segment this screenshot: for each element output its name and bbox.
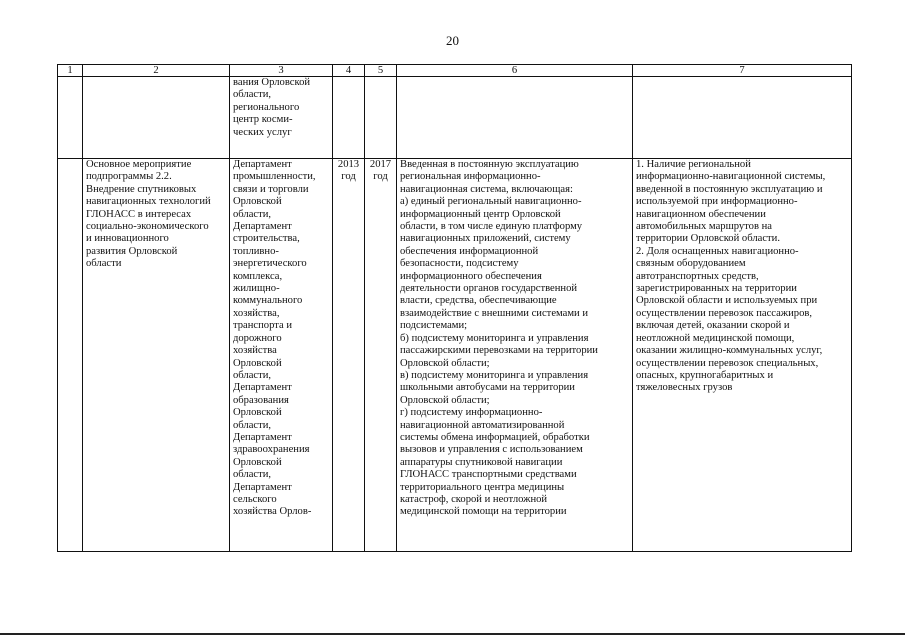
text-line: Орловской области и используемых при	[636, 295, 818, 307]
text-line: Орловской области;	[400, 394, 490, 406]
text-line: включая детей, оказании скорой и	[636, 320, 790, 332]
text-line: Основное мероприятие	[86, 159, 192, 170]
text-line: в) подсистему мониторинга и управления	[400, 369, 589, 381]
text-line: Орловской	[233, 407, 282, 419]
text-line: территориального центра медицины	[400, 481, 565, 493]
cell-activity-name	[83, 159, 230, 552]
text-line: образования	[233, 394, 289, 406]
text-line: области,	[233, 89, 272, 101]
table-row-continuation	[58, 77, 852, 159]
text-line: автотранспортных средств,	[636, 270, 759, 282]
program-table	[57, 64, 852, 552]
text-line: г) подсистему информационно-	[400, 407, 543, 419]
cell-r1-c6	[397, 77, 633, 159]
text-line: неотложной медицинской помощи,	[636, 332, 795, 344]
text-line: Внедрение спутниковых	[86, 183, 197, 195]
text-line: используемой при информационно-	[636, 196, 798, 208]
text-line: ГЛОНАСС в интересах	[86, 208, 192, 220]
text-line: деятельности органов государственной	[400, 283, 578, 295]
text-line: 2. Доля оснащенных навигационно-	[636, 245, 799, 257]
cell-r1-c4	[333, 77, 365, 159]
page-number: 20	[446, 33, 459, 48]
text-line: Орловской	[233, 357, 282, 369]
text-line: навигационных технологий	[86, 196, 211, 208]
text-line: оказании жилищно-коммунальных услуг,	[636, 345, 823, 357]
text-line: центр косми-	[233, 114, 293, 126]
text-line: опасных, крупногабаритных и	[636, 369, 774, 381]
text-line: Орловской области;	[400, 357, 490, 369]
cell-r2-c1	[58, 159, 83, 552]
table-row-main-activity	[58, 159, 852, 552]
text-line: Департамент	[233, 159, 292, 170]
text-line: области,	[233, 208, 272, 220]
text-line: Департамент	[233, 431, 292, 443]
text-line: год	[373, 171, 388, 183]
text-line: энергетического	[233, 258, 307, 270]
cell-r1-c1	[58, 77, 83, 159]
text-line: области, в том числе единую платформу	[400, 221, 583, 233]
text-line: Введенная в постоянную эксплуатацию	[400, 159, 579, 170]
cell-end-year	[365, 159, 397, 552]
text-line: пассажирскими перевозками на территории	[400, 345, 598, 357]
text-line: аппаратуры спутниковой навигации	[400, 456, 563, 468]
text-line: информационно-навигационной системы,	[636, 171, 826, 183]
text-line: б) подсистему мониторинга и управления	[400, 332, 589, 344]
text-line: территории Орловской области.	[636, 233, 780, 245]
text-line: развития Орловской	[86, 245, 178, 257]
text-line: а) единый региональный навигационно-	[400, 196, 582, 208]
text-line: транспорта и	[233, 320, 293, 332]
text-line: год	[341, 171, 356, 183]
cell-start-year	[333, 159, 365, 552]
text-line: обеспечения информационной	[400, 245, 539, 257]
text-line: связным оборудованием	[636, 258, 746, 270]
bottom-scan-edge	[0, 633, 905, 635]
text-line: и инновационного	[86, 233, 169, 245]
header-col-1: 1	[58, 65, 83, 77]
header-col-4: 4	[333, 65, 365, 77]
text-line: региональная информационно-	[400, 171, 541, 183]
text-line: 1. Наличие региональной	[636, 159, 751, 170]
text-line: системы обмена информацией, обработки	[400, 431, 590, 443]
text-line: ГЛОНАСС транспортными средствами	[400, 469, 577, 481]
text-line: области,	[233, 419, 272, 431]
text-line: вания Орловской	[233, 77, 311, 88]
text-line: хозяйства,	[233, 307, 280, 319]
text-line: Департамент	[233, 221, 292, 233]
cell-indicators	[633, 159, 852, 552]
text-line: подпрограммы 2.2.	[86, 171, 172, 183]
text-line: Департамент	[233, 481, 292, 493]
text-line: строительства,	[233, 233, 300, 245]
text-line: топливно-	[233, 245, 279, 257]
cell-r1-c5	[365, 77, 397, 159]
text-line: навигационных приложений, систему	[400, 233, 571, 245]
text-line: хозяйства Орлов-	[233, 506, 312, 518]
text-line: хозяйства	[233, 345, 277, 357]
text-line: введенной в постоянную эксплуатацию и	[636, 183, 823, 195]
text-line: школьными автобусами на территории	[400, 382, 575, 394]
cell-r1-c7	[633, 77, 852, 159]
text-line: осуществлении перевозок специальных,	[636, 357, 819, 369]
header-col-3: 3	[230, 65, 333, 77]
text-line: области,	[233, 369, 272, 381]
text-line: сельского	[233, 493, 277, 505]
text-line: области	[86, 258, 122, 270]
text-line: ческих услуг	[233, 126, 292, 138]
text-line: дорожного	[233, 332, 282, 344]
text-line: подсистемами;	[400, 320, 468, 332]
text-line: Орловской	[233, 196, 282, 208]
text-line: осуществлении перевозок пассажиров,	[636, 307, 813, 319]
text-line: взаимодействие с внешними системами и	[400, 307, 589, 319]
text-line: 2017	[369, 159, 392, 170]
text-line: безопасности, подсистему	[400, 258, 519, 270]
text-line: жилищно-	[233, 283, 280, 295]
text-line: информационный центр Орловской	[400, 208, 561, 220]
text-line: автомобильных маршрутов на	[636, 221, 772, 233]
text-line: катастроф, скорой и неотложной	[400, 493, 548, 505]
text-line: Орловской	[233, 456, 282, 468]
header-col-7: 7	[633, 65, 852, 77]
text-line: власти, средства, обеспечивающие	[400, 295, 557, 307]
cell-executor-continued	[230, 77, 333, 159]
text-line: коммунального	[233, 295, 303, 307]
cell-executors	[230, 159, 333, 552]
text-line: информационного обеспечения	[400, 270, 542, 282]
text-line: тяжеловесных грузов	[636, 382, 733, 394]
text-line: связи и торговли	[233, 183, 309, 195]
header-col-5: 5	[365, 65, 397, 77]
text-line: 2013	[337, 159, 360, 170]
text-line: промышленности,	[233, 171, 316, 183]
text-line: медицинской помощи на территории	[400, 506, 567, 518]
text-line: социально-экономического	[86, 221, 209, 233]
text-line: здравоохранения	[233, 444, 310, 456]
text-line: навигационной автоматизированной	[400, 419, 565, 431]
text-line: области,	[233, 469, 272, 481]
cell-expected-result	[397, 159, 633, 552]
text-line: навигационном обеспечении	[636, 208, 766, 220]
header-col-2: 2	[83, 65, 230, 77]
text-line: комплекса,	[233, 270, 283, 282]
cell-r1-c2	[83, 77, 230, 159]
text-line: вызовов и управления с использованием	[400, 444, 583, 456]
text-line: навигационная система, включающая:	[400, 183, 573, 195]
header-col-6: 6	[397, 65, 633, 77]
text-line: Департамент	[233, 382, 292, 394]
text-line: регионального	[233, 101, 300, 113]
table-header-row	[58, 65, 852, 77]
text-line: зарегистрированных на территории	[636, 283, 797, 295]
